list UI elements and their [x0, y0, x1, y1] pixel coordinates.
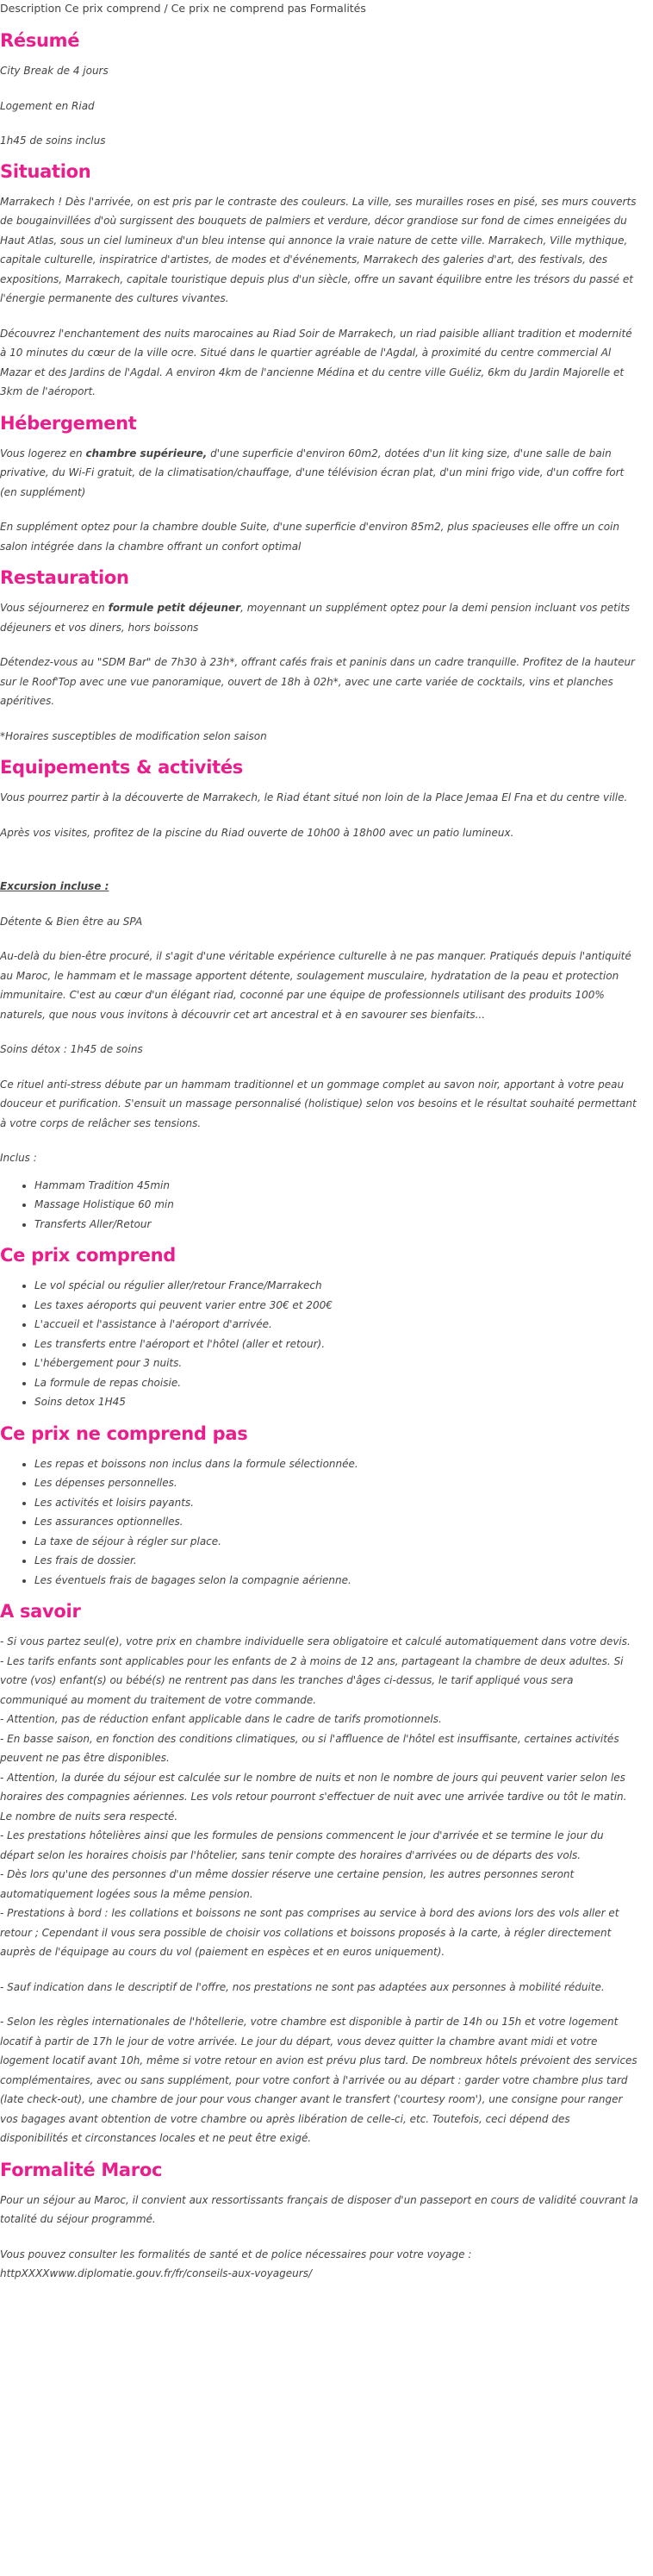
inclus-label: Inclus :: [0, 1152, 37, 1164]
list-item: • Les taxes aéroports qui peuvent varier entre 30€ et 200€: [34, 1296, 641, 1316]
restauration-paragraph: Détendez-vous au "SDM Bar" de 7h30 à 23h*, offrant cafés frais et paninis dans un cadre tranquille. Profitez de la hauteur sur le Roof'Top avec une vue panoramique, ouvert de 18h à 02h*, avec une carte variée de cocktails, vins et planches apéritives.: [0, 656, 635, 707]
list-item: • Les frais de dossier.: [34, 1551, 641, 1571]
hebergement-paragraph: Vous logerez en chambre supérieure, d'une superficie d'environ 60m2, dotées d'un lit king size, d'une salle de bain privative, du Wi-Fi gratuit, de la climatisation/chauffage, d'une télévision écran plat, d'un mini frigo vide, d'un coffre fort (en supplément): [0, 447, 625, 498]
equipements-paragraph: Vous pourrez partir à la découverte de Marrakech, le Riad étant situé non loin de la Place Jemaa El Fna et du centre ville.: [0, 791, 628, 803]
list-item: • Le vol spécial ou régulier aller/retour France/Marrakech: [34, 1276, 641, 1296]
inclus-list: [0, 1176, 641, 1235]
situation-paragraph: Marrakech ! Dès l'arrivée, on est pris par le contraste des couleurs. La ville, ses murailles roses en pisé, ses murs couverts de bougainvillées d'où surgissent des bouquets de palmiers et verdure, décor grandiose sur fond de cimes enneigées du Haut Atlas, sous un ciel lumineux d'un bleu intense qui annonce la vraie nature de cette ville. Marrakech, Ville mythique, capitale culturelle, inspiratrice d'artistes, de modes et d'événements, Marrakech des galeries d'art, des festivals, des expositions, Marrakech, capitale touristique depuis plus d'un siècle, offre un savant équilibre entre les trésors du passé et l'énergie permanente des cultures vivantes.: [0, 195, 637, 304]
restauration-paragraph: Vous séjournerez en formule petit déjeuner, moyennant un supplément optez pour la demi pension incluant vos petits déjeuners et vos diners, hors boissons: [0, 602, 631, 634]
restauration-note: *Horaires susceptibles de modification selon saison: [0, 729, 267, 742]
list-item: • Les repas et boissons non inclus dans la formule sélectionnée.: [34, 1454, 641, 1474]
list-item: • La taxe de séjour à régler sur place.: [34, 1532, 641, 1552]
formalite-paragraph: Vous pouvez consulter les formalités de santé et de police nécessaires pour votre voyage : httpXXXXwww.diplomatie.gouv.fr/fr/conseils-aux-voyageurs/: [0, 2248, 472, 2279]
list-item: • Massage Holistique 60 min: [34, 1195, 641, 1215]
excursion-name: Détente & Bien être au SPA: [0, 915, 143, 928]
formalite-title: Formalité Maroc: [0, 2159, 163, 2180]
excursion-paragraph: Au-delà du bien-être procuré, il s'agit d'une véritable expérience culturelle à ne pas manquer. Pratiqués depuis l'antiquité au Maroc, le hammam et le massage apportent détente, soulagement musculaire, hydratation de la peau et protection immunitaire. C'est au cœur d'un élégant riad, coconné par une équipe de professionnels utilisant des produits 100% naturels, que nous vous invitons à découvrir cet art ancestral et à en savourer ses bienfaits...: [0, 950, 631, 1021]
list-item: • Les activités et loisirs payants.: [34, 1493, 641, 1513]
a-savoir-paragraph: - Sauf indication dans le descriptif de l'offre, nos prestations ne sont pas adaptées aux personnes à mobilité réduite.: [0, 1980, 605, 1993]
excursion-paragraph: Ce rituel anti-stress débute par un hammam traditionnel et un gommage complet au savon noir, apportant à votre peau douceur et purification. S'ensuit un massage personnalisé (holistique) selon vos besoins et le résultat souhaité permettant à votre corps de relâcher ses tensions.: [0, 1078, 637, 1129]
list-item: • Transferts Aller/Retour: [34, 1215, 641, 1235]
ne-comprend-list: [0, 1454, 641, 1591]
restauration-title: Restauration: [0, 567, 129, 588]
a-savoir-paragraph: - Selon les règles internationales de l'hôtellerie, votre chambre est disponible à partir de 14h ou 15h et votre logement locatif à partir de 17h le jour de votre arrivée. Le jour du départ, vous devez quitter la chambre avant midi et votre logement locatif avant 10h, même si votre retour en avion est prévu plus tard. De nombreux hôtels prévoient des services complémentaires, avec ou sans supplément, pour votre confort à l'arrivée ou au départ : garder votre chambre plus tard (late check-out), une chambre de jour pour vous changer avant le transfert ('courtesy room'), une consigne pour ranger vos bagages avant obtention de votre chambre ou après libération de celle-ci, etc. Toutefois, ceci dépend des disponibilités et circonstances locales et ne peut être exigé.: [0, 2016, 637, 2144]
list-item: • Les transferts entre l'aéroport et l'hôtel (aller et retour).: [34, 1335, 641, 1354]
list-item: • L'accueil et l'assistance à l'aéroport d'arrivée.: [34, 1315, 641, 1335]
list-item: • Les dépenses personnelles.: [34, 1473, 641, 1493]
situation-title: Situation: [0, 160, 91, 182]
resume-item: Logement en Riad: [0, 99, 95, 112]
hebergement-title: Hébergement: [0, 412, 137, 434]
ne-comprend-title: Ce prix ne comprend pas: [0, 1422, 248, 1444]
section-tabs: [0, 0, 641, 16]
soins-line: Soins détox : 1h45 de soins: [0, 1043, 143, 1055]
resume-item: 1h45 de soins inclus: [0, 134, 106, 147]
equipements-title: Equipements & activités: [0, 757, 243, 778]
tab-prix[interactable]: Ce prix comprend / Ce prix ne comprend pas: [61, 2, 307, 15]
resume-title: Résumé: [0, 30, 80, 51]
equipements-paragraph: Après vos visites, profitez de la piscine du Riad ouverte de 10h00 à 18h00 avec un patio lumineux.: [0, 826, 514, 839]
list-item: • L'hébergement pour 3 nuits.: [34, 1354, 641, 1373]
a-savoir-paragraph: - Si vous partez seul(e), votre prix en chambre individuelle sera obligatoire et calculé automatiquement dans votre devis. - Les tarifs enfants sont applicables pour les enfants de 2 à moins de 12 ans, partageant la chambre de deux adultes. Si votre (vos) enfant(s) ou bébé(s) ne rentrent pas dans les tranches d'âges ci-dessus, le tarif appliqué vous sera communiqué au moment du traitement de votre commande. - Attention, pas de réduction enfant applicable dans le cadre de tarifs promotionnels. - En basse saison, en fonction des conditions climatiques, ou si l'affluence de l'hôtel est insuffisante, certaines activités peuvent ne pas être disponibles. - Attention, la durée du séjour est calculée sur le nombre de nuits et non le nombre de jours qui peuvent varier selon les horaires des compagnies aériennes. Les vols retour pourront s'effectuer de nuit avec une arrivée tardive ou tôt le matin. Le nombre de nuits sera respecté. - Les prestations hôtelières ainsi que les formules de pensions commencent le jour d'arrivée et se termine le jour du départ selon les horaires choisis par l'hôtelier, sans tenir compte des horaires d'arrivées ou de départs des vols. - Dès lors qu'une des personnes d'un même dossier réserve une certaine pension, les autres personnes seront automatiquement logées sous la même pension. - Prestations à bord : les collations et boissons ne sont pas comprises au service à bord des avions lors des vols aller et retour ; Cependant il vous sera possible de choisir vos collations et boissons proposés à la carte, à régler directement auprès de l'équipage au cours du vol (paiement en espèces et en euros uniquement).: [0, 1635, 631, 1958]
situation-paragraph: Découvrez l'enchantement des nuits marocaines au Riad Soir de Marrakech, un riad paisible alliant tradition et modernité à 10 minutes du cœur de la ville ocre. Situé dans le quartier agréable de l'Agdal, à proximité du centre commercial Al Mazar et des Jardins de l'Agdal. A environ 4km de l'ancienne Médina et du centre ville Guéliz, 6km du Jardin Majorelle et 3km de l'aéroport.: [0, 327, 632, 397]
comprend-list: [0, 1276, 641, 1412]
list-item: • Hammam Tradition 45min: [34, 1176, 641, 1196]
excursion-label: Excursion incluse :: [0, 880, 109, 892]
list-item: • La formule de repas choisie.: [34, 1373, 641, 1393]
tab-description[interactable]: Description: [0, 2, 62, 15]
resume-item: City Break de 4 jours: [0, 65, 109, 77]
list-item: • Les éventuels frais de bagages selon la compagnie aérienne.: [34, 1571, 641, 1591]
tab-formalites[interactable]: Formalités: [306, 2, 366, 15]
list-item: • Les assurances optionnelles.: [34, 1512, 641, 1532]
formalite-paragraph: Pour un séjour au Maroc, il convient aux ressortissants français de disposer d'un passeport en cours de validité couvrant la totalité du séjour programmé.: [0, 2193, 638, 2225]
list-item: • Soins detox 1H45: [34, 1392, 641, 1412]
comprend-title: Ce prix comprend: [0, 1245, 176, 1266]
a-savoir-title: A savoir: [0, 1601, 81, 1622]
hebergement-paragraph: En supplément optez pour la chambre double Suite, d'une superficie d'environ 85m2, plus spacieuses elle offre un coin salon intégrée dans la chambre offrant un confort optimal: [0, 521, 619, 553]
